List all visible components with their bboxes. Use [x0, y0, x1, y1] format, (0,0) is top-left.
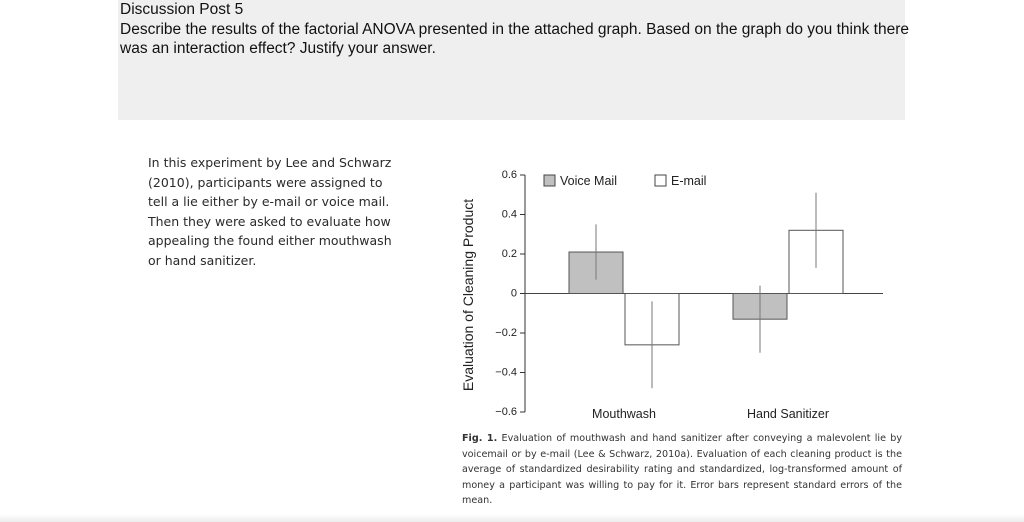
- chart-legend: [544, 174, 706, 188]
- legend-swatch: [544, 175, 555, 186]
- x-category-label: Hand Sanitizer: [747, 407, 829, 421]
- legend-label: E-mail: [671, 174, 707, 188]
- bottom-edge: [0, 514, 1024, 522]
- legend-swatch: [655, 175, 666, 186]
- figure-caption-text: Evaluation of mouthwash and hand sanitizer after conveying a malevolent lie by voicemail or by e-mail (Lee & Schwarz, 2010a). Evaluation of each cleaning product is the average of standardized desirability rating and standardized, log-transformed amount of money a participant was willing to pay for it. Error bars represent standard errors of the mean.: [462, 433, 903, 506]
- y-tick-label: 0.4: [501, 208, 517, 221]
- x-category-label: Mouthwash: [592, 407, 656, 421]
- y-tick-label: −0.4: [495, 366, 517, 379]
- bar-chart: [455, 155, 915, 425]
- post-title: Discussion Post 5: [120, 1, 244, 18]
- chart-error-bars: [596, 193, 816, 389]
- post-prompt: Describe the results of the factorial ANOVA presented in the attached graph. Based on the graph do you think there was an interaction effect? Justify your answer.: [120, 21, 909, 57]
- chart-bars: [569, 230, 843, 345]
- y-tick-label: 0.2: [501, 247, 517, 260]
- chart-axes: [495, 169, 883, 421]
- figure-caption: [462, 431, 902, 509]
- experiment-description: In this experiment by Lee and Schwarz (2010), participants were assigned to tell a lie either by e-mail or voice mail. Then they were asked to evaluate how appealing the found either mouthwash or hand sanitizer.: [148, 155, 392, 268]
- figure-label: Fig. 1.: [462, 433, 498, 444]
- y-tick-label: −0.6: [495, 405, 517, 418]
- legend-label: Voice Mail: [560, 174, 617, 188]
- y-tick-label: 0: [510, 287, 517, 300]
- y-tick-label: 0.6: [501, 168, 517, 181]
- y-axis-label: Evaluation of Cleaning Product: [460, 198, 476, 392]
- y-tick-label: −0.2: [495, 326, 517, 339]
